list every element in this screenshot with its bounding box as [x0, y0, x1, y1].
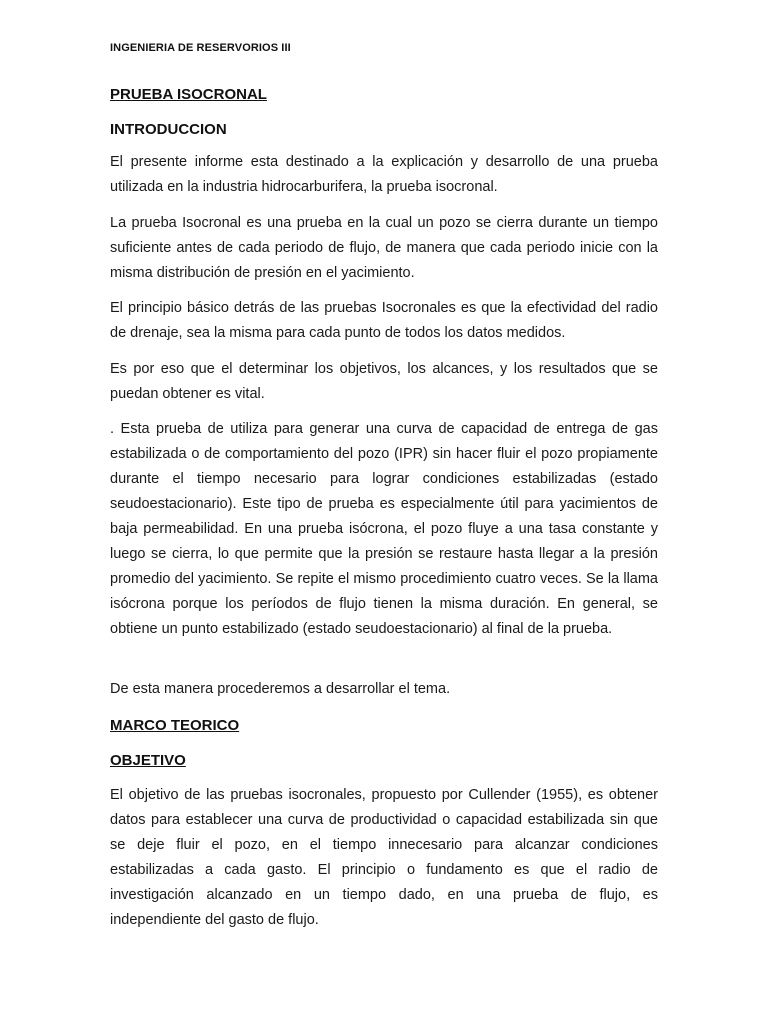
intro-paragraph-6: De esta manera procederemos a desarrollar el tema. — [110, 681, 451, 697]
intro-paragraph-1: El presente informe esta destinado a la explicación y desarrollo de una prueba utilizada en la industria hidrocarburifera, la prueba isocronal. — [110, 154, 658, 195]
marco-teorico-heading: MARCO TEORICO — [110, 717, 240, 734]
running-header: INGENIERIA DE RESERVORIOS III — [110, 42, 291, 54]
objetivo-paragraph: El objetivo de las pruebas isocronales, propuesto por Cullender (1955), es obtener datos para establecer una curva de productividad o capacidad estabilizada sin que se deje fluir el pozo, en el tiempo innecesario para alcanzar condiciones estabilizadas a cada gasto. El principio o fundamento es que el radio de investigación alcanzado en un tiempo dado, en una prueba de flujo, es independiente del gasto de flujo. — [110, 787, 658, 928]
intro-paragraph-4: Es por eso que el determinar los objetivos, los alcances, y los resultados que se puedan obtener es vital. — [110, 361, 658, 402]
intro-heading: INTRODUCCION — [110, 121, 227, 138]
intro-paragraph-3: El principio básico detrás de las pruebas Isocronales es que la efectividad del radio de drenaje, sea la misma para cada punto de todos los datos medidos. — [110, 300, 658, 341]
document-title: PRUEBA ISOCRONAL — [110, 86, 267, 103]
objetivo-heading: OBJETIVO — [110, 752, 186, 769]
intro-paragraph-5: . Esta prueba de utiliza para generar una curva de capacidad de entrega de gas estabilizada o de comportamiento del pozo (IPR) sin hacer fluir el pozo propiamente durante el tiempo necesario para lograr condiciones estabilizadas (estado seudoestacionario). Este tipo de prueba es especialmente útil para yacimientos de baja permeabilidad. En una prueba isócrona, el pozo fluye a una tasa constante y luego se cierra, lo que permite que la presión se restaure hasta llegar a la presión promedio del yacimiento. Se repite el mismo procedimiento cuatro veces. Se la llama isócrona porque los períodos de flujo tienen la misma duración. En general, se obtiene un punto estabilizado (estado seudoestacionario) al final de la prueba. — [110, 421, 658, 637]
intro-paragraph-2: La prueba Isocronal es una prueba en la cual un pozo se cierra durante un tiempo suficiente antes de cada periodo de flujo, de manera que cada periodo inicie con la misma distribución de presión en el yacimiento. — [110, 215, 658, 281]
